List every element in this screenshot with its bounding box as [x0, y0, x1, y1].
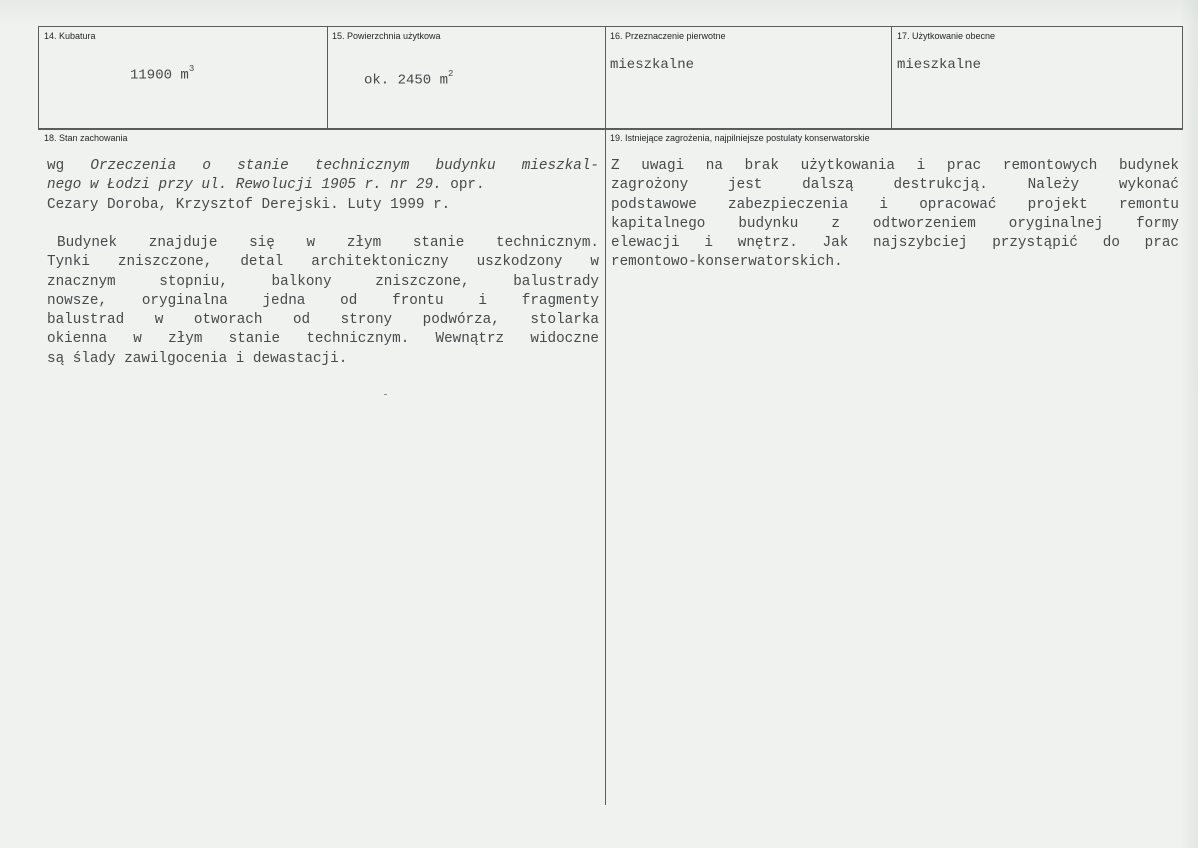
field-15-value: [364, 71, 453, 89]
field-19-label: 19. Istniejące zagrożenia, najpilniejsze postulaty konserwatorskie: [610, 133, 870, 143]
reference-title-part-2: nego w Łodzi przy ul. Rewolucji 1905 r. nr 29.: [47, 177, 442, 194]
text-line: Tynki zniszczone, detal architektoniczny uszkodzony w: [47, 254, 599, 271]
text-line: Z uwagi na brak użytkowania i prac remontowych budynek: [611, 158, 1179, 174]
reference-line: [47, 176, 599, 195]
field-16-label: 16. Przeznaczenie pierwotne: [610, 31, 726, 41]
rule-right: [1182, 26, 1183, 130]
rule-divider-16-17: [891, 26, 892, 130]
text-line: remontowo-konserwatorskich.: [611, 254, 843, 271]
rule-top: [38, 26, 1183, 27]
rule-divider-15-16: [605, 26, 606, 805]
field-19-body: [611, 157, 1179, 273]
text-line: znacznym stopniu, balkony zniszczone, balustrady: [47, 273, 599, 290]
rule-middle: [38, 128, 1183, 130]
scan-speck: [384, 394, 387, 395]
field-15-label: 15. Powierzchnia użytkowa: [332, 31, 441, 41]
field-18-label: 18. Stan zachowania: [44, 133, 128, 143]
text-line: podstawowe zabezpieczenia i opracować projekt remontu: [611, 196, 1179, 213]
text-line: elewacji i wnętrz. Jak najszybciej przystąpić do prac: [611, 235, 1179, 252]
text-line: okienna w złym stanie technicznym. Wewnątrz widoczne: [47, 331, 599, 348]
field-17-value: mieszkalne: [897, 57, 982, 73]
volume-value: 11900 m: [130, 67, 189, 84]
text-line: są ślady zawilgocenia i dewastacji.: [47, 350, 348, 367]
field-14-label: 14. Kubatura: [44, 31, 96, 41]
reference-title-part-1: Orzeczenia o stanie technicznym budynku mieszkal-: [90, 158, 599, 174]
rule-divider-14-15: [327, 26, 328, 130]
reference-line: Cezary Doroba, Krzysztof Derejski. Luty 1999 r.: [47, 196, 451, 213]
field-16-value: mieszkalne: [610, 57, 695, 73]
text-line: nowsze, oryginalna jedna od frontu i fragmenty: [47, 292, 599, 309]
field-18-reference: [47, 157, 599, 215]
field-14-value: [130, 66, 194, 84]
reference-prefix: wg: [47, 158, 91, 174]
area-value: ok. 2450 m: [364, 72, 449, 89]
field-17-label: 17. Użytkowanie obecne: [897, 31, 996, 41]
area-unit-exponent: 2: [448, 69, 454, 79]
reference-line: [47, 157, 599, 176]
field-18-body: [47, 234, 599, 369]
reference-tail: opr.: [441, 177, 485, 194]
text-line: balustrad w otworach od strony podwórza, stolarka: [47, 312, 599, 329]
text-line: zagrożony jest dalszą destrukcją. Należy wykonać: [611, 177, 1179, 194]
volume-unit-exponent: 3: [188, 64, 195, 74]
rule-left: [38, 26, 39, 130]
text-line: kapitalnego budynku z odtworzeniem oryginalnej formy: [611, 215, 1179, 232]
text-line: Budynek znajduje się w złym stanie technicznym.: [57, 235, 599, 251]
